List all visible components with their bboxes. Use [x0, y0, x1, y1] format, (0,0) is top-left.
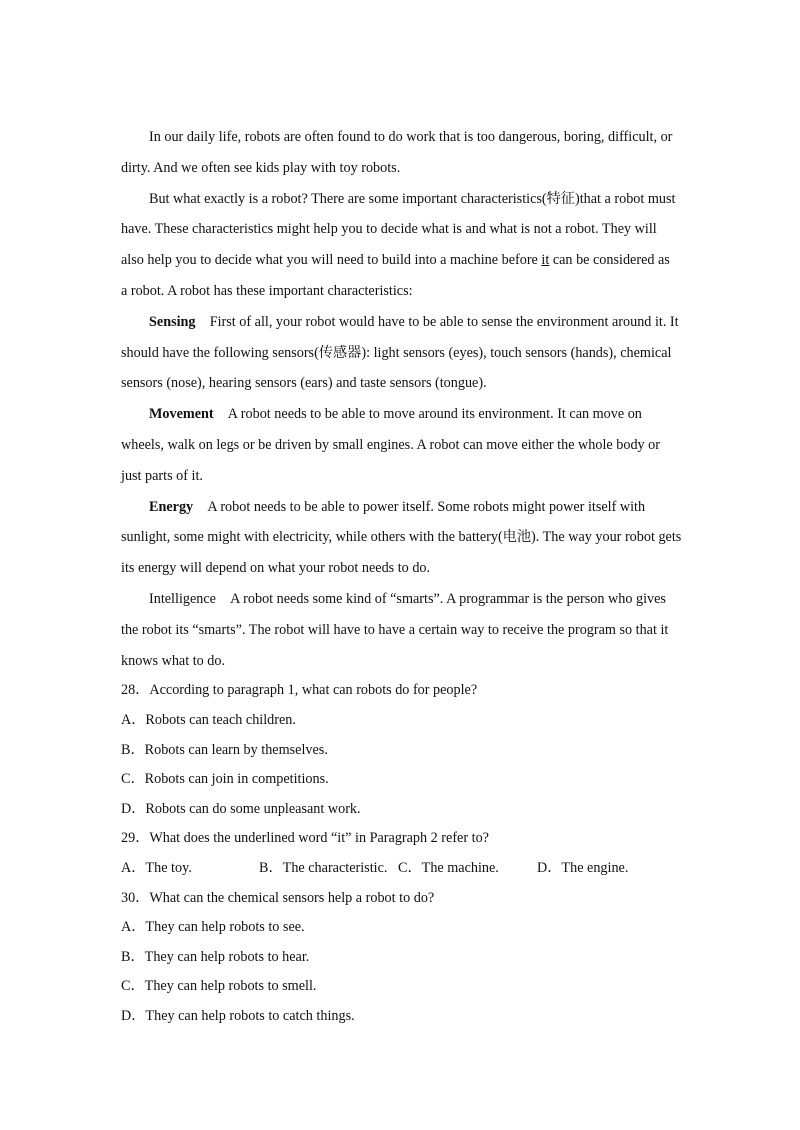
- text-line: sensors (nose), hearing sensors (ears) and taste sensors (tongue).: [121, 375, 487, 392]
- section-heading: Sensing: [149, 313, 196, 330]
- text-segment: A robot needs some kind of “smarts”. A programmar is the person who gives: [230, 590, 666, 607]
- paragraph-energy: [121, 492, 681, 584]
- answer-option: D．The engine.: [537, 859, 629, 876]
- text-line: knows what to do.: [121, 652, 226, 669]
- paragraph-intelligence: [121, 584, 681, 676]
- text-line: its energy will depend on what your robot needs to do.: [121, 560, 431, 577]
- question-30: [121, 884, 681, 1032]
- text-line: [121, 399, 681, 430]
- question-stem: 28．According to paragraph 1, what can robots do for people?: [121, 682, 478, 699]
- text-line: wheels, walk on legs or be driven by small engines. A robot can move either the whole body or: [121, 436, 660, 453]
- answer-option: A．Robots can teach children.: [121, 711, 296, 728]
- paragraph-1: [121, 122, 681, 184]
- answer-option: B．They can help robots to hear.: [121, 948, 310, 965]
- paragraph-2: [121, 184, 681, 307]
- text-line: In our daily life, robots are often found to do work that is too dangerous, boring, difficult, or: [149, 129, 673, 145]
- document-page: [121, 122, 681, 1031]
- section-heading: Energy: [149, 498, 194, 515]
- text-segment: First of all, your robot would have to be able to sense the environment around it. It: [209, 313, 679, 330]
- answer-option: C．Robots can join in competitions.: [121, 771, 329, 788]
- text-line: [121, 584, 681, 615]
- text-segment: A robot needs to be able to power itself. Some robots might power itself with: [207, 498, 646, 515]
- text-segment: A robot needs to be able to move around its environment. It can move on: [227, 406, 642, 423]
- text-line: should have the following sensors(传感器): light sensors (eyes), touch sensors (hands), chemical: [121, 344, 672, 361]
- text-line: a robot. A robot has these important characteristics:: [121, 282, 413, 299]
- paragraph-sensing: [121, 307, 681, 399]
- text-line: sunlight, some might with electricity, while others with the battery(电池). The way your robot gets: [121, 529, 682, 546]
- underlined-word: it: [541, 252, 550, 269]
- section-heading: Intelligence: [149, 590, 216, 607]
- text-line: [121, 307, 681, 338]
- text-line: dirty. And we often see kids play with toy robots.: [121, 159, 401, 176]
- text-segment: can be considered as: [549, 252, 670, 269]
- text-line: [121, 492, 681, 523]
- answer-option: B．The characteristic.: [259, 859, 388, 876]
- answer-option: A．They can help robots to see.: [121, 919, 305, 936]
- answer-option: B．Robots can learn by themselves.: [121, 741, 328, 758]
- question-29: [121, 824, 681, 883]
- answer-option: C．They can help robots to smell.: [121, 978, 317, 995]
- text-segment: also help you to decide what you will need to build into a machine before: [121, 252, 542, 269]
- text-line: just parts of it.: [121, 467, 203, 484]
- section-heading: Movement: [149, 406, 214, 423]
- answer-option: A．The toy.: [121, 859, 192, 876]
- text-line: But what exactly is a robot? There are some important characteristics(特征)that a robot must: [149, 190, 676, 207]
- text-line: [121, 245, 681, 276]
- question-stem: 29．What does the underlined word “it” in Paragraph 2 refer to?: [121, 830, 489, 847]
- question-stem: 30．What can the chemical sensors help a robot to do?: [121, 889, 435, 906]
- paragraph-movement: [121, 399, 681, 491]
- answer-options-row: [121, 854, 681, 884]
- answer-option: C．The machine.: [398, 859, 499, 876]
- text-line: have. These characteristics might help you to decide what is and what is not a robot. They will: [121, 221, 657, 238]
- text-line: the robot its “smarts”. The robot will have to have a certain way to receive the program so that it: [121, 621, 669, 638]
- question-28: [121, 676, 681, 824]
- answer-option: D．Robots can do some unpleasant work.: [121, 800, 361, 817]
- answer-option: D．They can help robots to catch things.: [121, 1007, 355, 1024]
